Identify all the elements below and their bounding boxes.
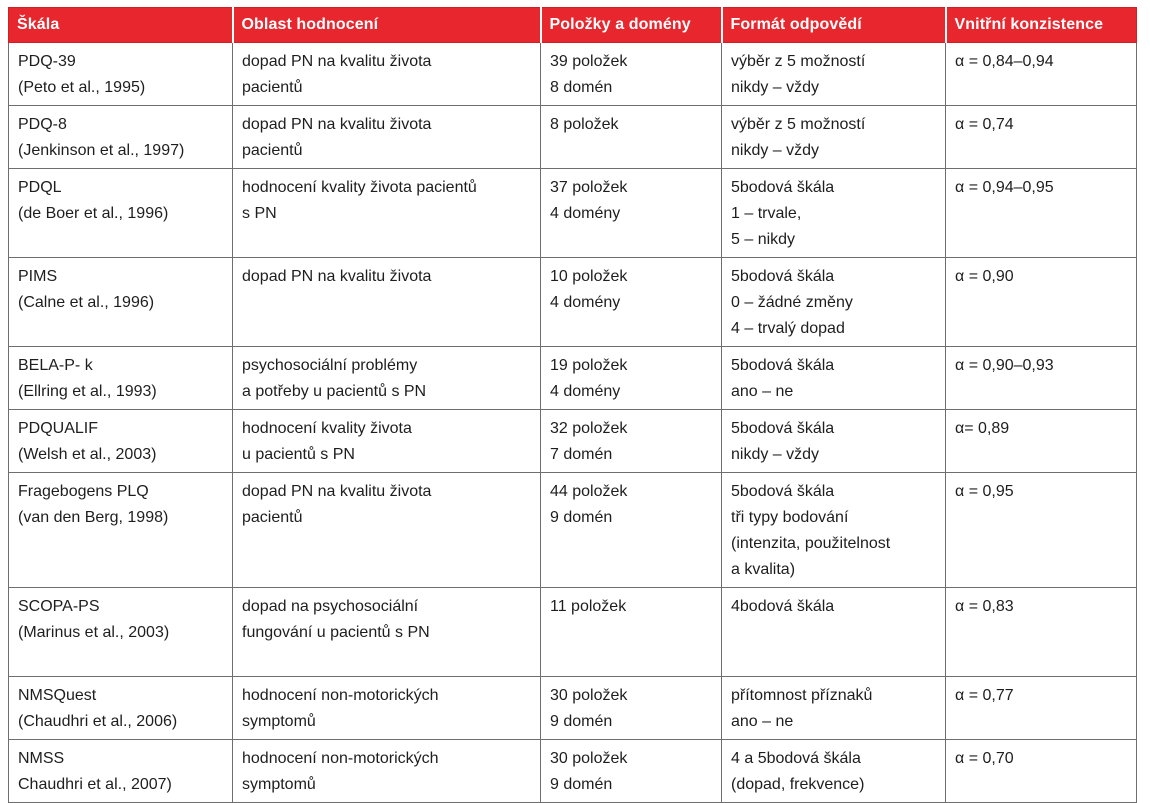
scale-name: NMSS: [18, 750, 65, 767]
format-line: 0 – žádné změny: [731, 294, 853, 311]
cell-format: [722, 473, 946, 588]
format-line: 5bodová škála: [731, 357, 835, 374]
area-line: dopad PN na kvalitu života: [242, 483, 432, 500]
format-line: 5bodová škála: [731, 483, 835, 500]
format-line: tři typy bodování: [731, 509, 849, 526]
consistency-value: α = 0,74: [955, 116, 1014, 133]
cell-consistency: [946, 677, 1137, 740]
cell-items: [541, 169, 722, 258]
table-row: [9, 169, 1137, 258]
format-line: (intenzita, použitelnost: [731, 535, 891, 552]
consistency-value: α = 0,83: [955, 598, 1014, 615]
items-line: 39 položek: [550, 53, 628, 70]
cell-area: [233, 410, 541, 473]
scale-name: SCOPA-PS: [18, 598, 100, 615]
scale-name: PDQ-8: [18, 116, 67, 133]
area-line: dopad PN na kvalitu života: [242, 116, 432, 133]
format-line: nikdy – vždy: [731, 142, 820, 159]
table-row: [9, 473, 1137, 588]
cell-consistency: [946, 588, 1137, 677]
cell-area: [233, 347, 541, 410]
items-line: 10 položek: [550, 268, 628, 285]
area-line: hodnocení non-motorických: [242, 750, 439, 767]
format-line: výběr z 5 možností: [731, 53, 866, 70]
format-line: a kvalita): [731, 561, 796, 578]
cell-scale: [9, 677, 233, 740]
items-line: 37 položek: [550, 179, 628, 196]
scale-name: BELA-P- k: [18, 357, 93, 374]
format-line: 5 – nikdy: [731, 231, 796, 248]
cell-area: [233, 169, 541, 258]
format-line: (dopad, frekvence): [731, 776, 865, 793]
cell-items: [541, 473, 722, 588]
area-line: hodnocení kvality života pacientů: [242, 179, 477, 196]
header-area: Oblast hodnocení: [233, 8, 541, 43]
cell-format: [722, 43, 946, 106]
area-line: dopad PN na kvalitu života: [242, 268, 432, 285]
cell-format: [722, 169, 946, 258]
cell-scale: [9, 410, 233, 473]
items-line: 4 domény: [550, 205, 621, 222]
area-line: hodnocení kvality života: [242, 420, 412, 437]
cell-scale: [9, 106, 233, 169]
scales-table-container: [8, 7, 1137, 803]
items-line: 9 domén: [550, 509, 613, 526]
items-line: 19 položek: [550, 357, 628, 374]
format-line: 4 a 5bodová škála: [731, 750, 861, 767]
format-line: 4bodová škála: [731, 598, 835, 615]
header-scale: Škála: [9, 8, 233, 43]
cell-format: [722, 677, 946, 740]
area-line: fungování u pacientů s PN: [242, 624, 430, 641]
table-row: [9, 258, 1137, 347]
format-line: nikdy – vždy: [731, 79, 820, 96]
cell-consistency: [946, 169, 1137, 258]
consistency-value: α = 0,90: [955, 268, 1014, 285]
scales-table: [8, 7, 1137, 803]
cell-area: [233, 106, 541, 169]
format-line: přítomnost příznaků: [731, 687, 873, 704]
cell-consistency: [946, 347, 1137, 410]
cell-area: [233, 740, 541, 803]
scale-reference: (Peto et al., 1995): [18, 79, 146, 96]
table-row: [9, 347, 1137, 410]
area-line: symptomů: [242, 713, 316, 730]
items-line: 4 domény: [550, 294, 621, 311]
consistency-value: α = 0,95: [955, 483, 1014, 500]
consistency-value: α = 0,90–0,93: [955, 357, 1054, 374]
area-line: dopad na psychosociální: [242, 598, 419, 615]
area-line: s PN: [242, 205, 277, 222]
cell-area: [233, 43, 541, 106]
format-line: 5bodová škála: [731, 268, 835, 285]
items-line: 9 domén: [550, 713, 613, 730]
cell-consistency: [946, 410, 1137, 473]
cell-items: [541, 106, 722, 169]
consistency-value: α = 0,94–0,95: [955, 179, 1054, 196]
consistency-value: α = 0,77: [955, 687, 1014, 704]
items-line: 11 položek: [550, 598, 627, 615]
items-line: 30 položek: [550, 750, 628, 767]
cell-items: [541, 258, 722, 347]
cell-area: [233, 677, 541, 740]
cell-scale: [9, 258, 233, 347]
cell-scale: [9, 473, 233, 588]
cell-area: [233, 473, 541, 588]
area-line: psychosociální problémy: [242, 357, 418, 374]
cell-consistency: [946, 43, 1137, 106]
cell-items: [541, 43, 722, 106]
scale-reference: (Welsh et al., 2003): [18, 446, 157, 463]
cell-format: [722, 740, 946, 803]
area-line: hodnocení non-motorických: [242, 687, 439, 704]
table-row: [9, 106, 1137, 169]
cell-consistency: [946, 740, 1137, 803]
area-line: pacientů: [242, 142, 303, 159]
format-line: 5bodová škála: [731, 420, 835, 437]
items-line: 30 položek: [550, 687, 628, 704]
cell-scale: [9, 347, 233, 410]
scale-name: PDQ-39: [18, 53, 76, 70]
cell-consistency: [946, 473, 1137, 588]
area-line: a potřeby u pacientů s PN: [242, 383, 427, 400]
items-line: 4 domény: [550, 383, 621, 400]
header-row: [9, 8, 1137, 43]
scale-name: Fragebogens PLQ: [18, 483, 149, 500]
cell-items: [541, 410, 722, 473]
cell-area: [233, 588, 541, 677]
cell-items: [541, 588, 722, 677]
cell-scale: [9, 588, 233, 677]
cell-format: [722, 588, 946, 677]
consistency-value: α = 0,70: [955, 750, 1014, 767]
format-line: výběr z 5 možností: [731, 116, 866, 133]
items-line: 32 položek: [550, 420, 628, 437]
cell-scale: [9, 169, 233, 258]
table-row: [9, 740, 1137, 803]
scale-reference: (Marinus et al., 2003): [18, 624, 170, 641]
cell-scale: [9, 740, 233, 803]
scale-reference: (de Boer et al., 1996): [18, 205, 169, 222]
cell-items: [541, 740, 722, 803]
items-line: 44 položek: [550, 483, 628, 500]
consistency-value: α= 0,89: [955, 420, 1010, 437]
format-line: 1 – trvale,: [731, 205, 802, 222]
table-row: [9, 43, 1137, 106]
items-line: 8 domén: [550, 79, 613, 96]
header-response-format: Formát odpovědí: [722, 8, 946, 43]
table-row: [9, 588, 1137, 677]
format-line: 4 – trvalý dopad: [731, 320, 845, 337]
cell-area: [233, 258, 541, 347]
cell-format: [722, 410, 946, 473]
consistency-value: α = 0,84–0,94: [955, 53, 1054, 70]
scale-reference: (Ellring et al., 1993): [18, 383, 157, 400]
area-line: pacientů: [242, 79, 303, 96]
scale-reference: (Chaudhri et al., 2006): [18, 713, 178, 730]
cell-scale: [9, 43, 233, 106]
area-line: pacientů: [242, 509, 303, 526]
scale-reference: (van den Berg, 1998): [18, 509, 169, 526]
scale-reference: Chaudhri et al., 2007): [18, 776, 172, 793]
area-line: u pacientů s PN: [242, 446, 355, 463]
cell-consistency: [946, 106, 1137, 169]
format-line: nikdy – vždy: [731, 446, 820, 463]
scale-reference: (Calne et al., 1996): [18, 294, 155, 311]
items-line: 8 položek: [550, 116, 619, 133]
scale-name: PDQL: [18, 179, 62, 196]
area-line: dopad PN na kvalitu života: [242, 53, 432, 70]
header-internal-consistency: Vnitřní konzistence: [946, 8, 1137, 43]
area-line: symptomů: [242, 776, 316, 793]
cell-consistency: [946, 258, 1137, 347]
cell-format: [722, 258, 946, 347]
cell-format: [722, 347, 946, 410]
items-line: 9 domén: [550, 776, 613, 793]
header-items-domains: Položky a domény: [541, 8, 722, 43]
scale-name: NMSQuest: [18, 687, 97, 704]
items-line: 7 domén: [550, 446, 613, 463]
scale-name: PDQUALIF: [18, 420, 99, 437]
scale-reference: (Jenkinson et al., 1997): [18, 142, 185, 159]
table-row: [9, 677, 1137, 740]
table-row: [9, 410, 1137, 473]
cell-items: [541, 677, 722, 740]
cell-items: [541, 347, 722, 410]
format-line: ano – ne: [731, 713, 794, 730]
scale-name: PIMS: [18, 268, 58, 285]
format-line: ano – ne: [731, 383, 794, 400]
format-line: 5bodová škála: [731, 179, 835, 196]
cell-format: [722, 106, 946, 169]
